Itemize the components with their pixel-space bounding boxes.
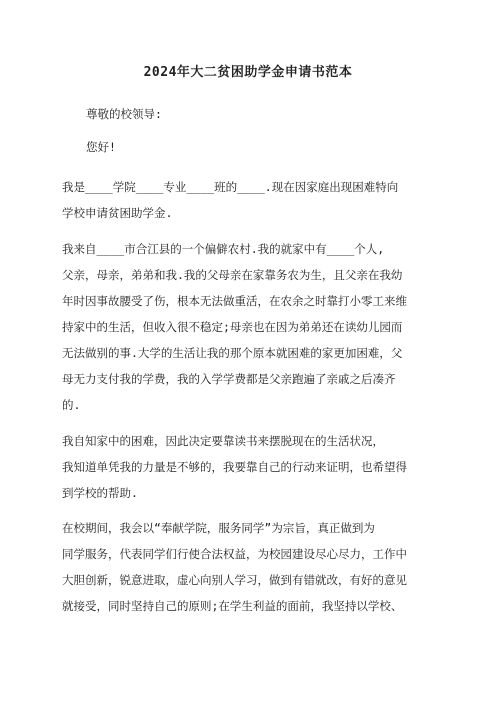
paragraph-line: 持家中的生活，但收入很不稳定;母亲也在因为弟弟还在读幼儿园而 bbox=[62, 320, 403, 334]
paragraph-line: 同学服务，代表同学们行使合法权益，为校园建设尽心尽力，工作中 bbox=[62, 547, 407, 561]
paragraph-line: 就接受，同时坚持自己的原则;在学生利益的面前，我坚持以学校、 bbox=[62, 599, 403, 613]
salutation: 尊敬的校领导: bbox=[86, 107, 162, 121]
paragraph-line: 我是____学院____专业____班的____.现在因家庭出现困难特向 bbox=[62, 180, 399, 194]
paragraph-line: 父亲，母亲，弟弟和我.我的父母亲在家靠务农为生，且父亲在我幼 bbox=[62, 268, 403, 282]
paragraph-1 bbox=[62, 174, 438, 226]
paragraph-4 bbox=[62, 515, 438, 619]
paragraph-line: 在校期间，我会以“奉献学院，服务同学”为宗旨，真正做到为 bbox=[62, 521, 375, 535]
paragraph-line: 年时因事故腰受了伤，根本无法做重活，在农余之时靠打小零工来维 bbox=[62, 294, 407, 308]
paragraph-line: 母无力支付我的学费，我的入学学费都是父亲跑遍了亲戚之后凑齐 bbox=[62, 372, 396, 386]
paragraph-line: 我自知家中的困难，因此决定要靠读书来摆脱现在的生活状况， bbox=[62, 434, 384, 448]
greeting: 您好! bbox=[86, 140, 116, 154]
paragraph-line: 我来自____市合江县的一个偏僻农村.我的就家中有____个人, bbox=[62, 242, 385, 256]
paragraph-line: 到学校的帮助. bbox=[62, 486, 138, 500]
paragraph-line: 大胆创新，锐意进取，虚心向别人学习，做到有错就改，有好的意见 bbox=[62, 573, 407, 587]
paragraph-line: 的. bbox=[62, 398, 81, 412]
paragraph-line: 无法做别的事.大学的生活让我的那个原本就困难的家更加困难，父 bbox=[62, 346, 403, 360]
paragraph-line: 学校申请贫困助学金. bbox=[62, 206, 173, 220]
document-title: 2024年大二贫困助学金申请书范本 bbox=[143, 65, 353, 80]
paragraph-3 bbox=[62, 428, 438, 506]
paragraph-2 bbox=[62, 236, 438, 418]
paragraph-line: 我知道单凭我的力量是不够的，我要靠自己的行动来证明，也希望得 bbox=[62, 460, 407, 474]
